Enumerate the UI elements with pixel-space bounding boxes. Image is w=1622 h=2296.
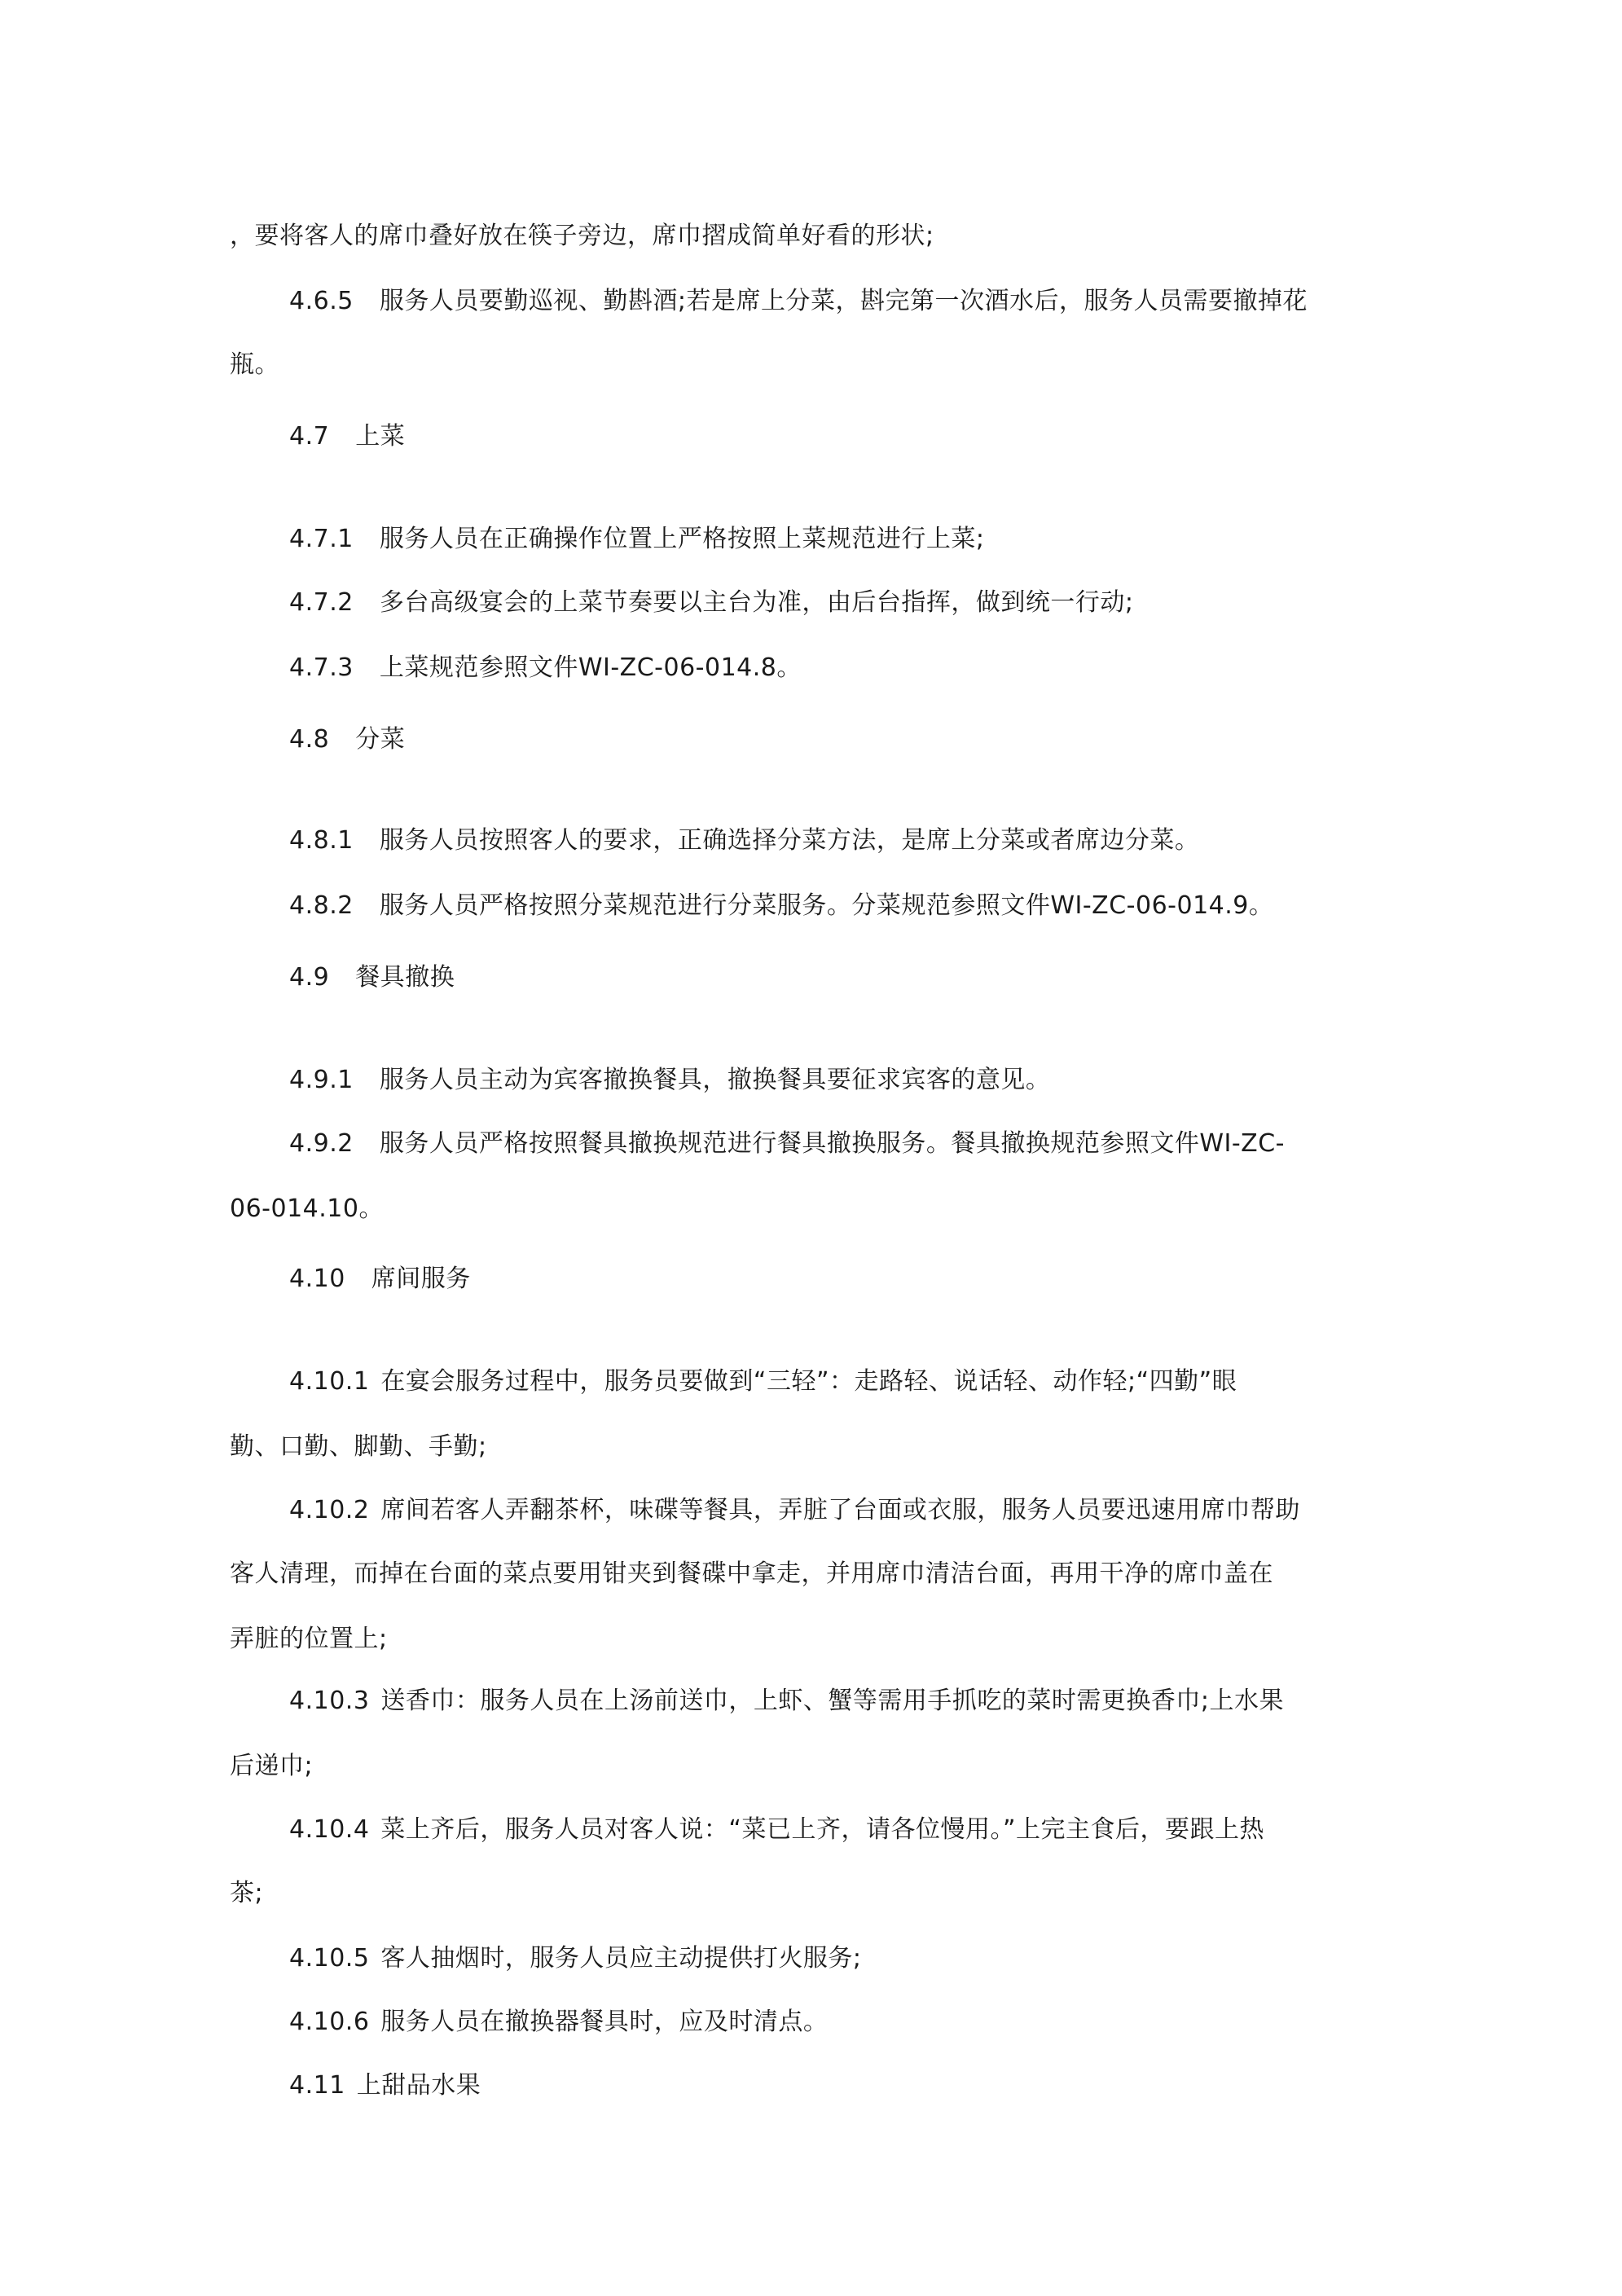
line-text: 席间若客人弄翻茶杯，味碟等餐具，弄脏了台面或衣服，服务人员要迅速用席巾帮助 (380, 1496, 1300, 1524)
paragraph-line (230, 1193, 384, 1225)
section-number: 4.8.2 (289, 891, 354, 920)
section-heading (289, 2069, 481, 2102)
line-text: 菜上齐后，服务人员对客人说：“菜已上齐，请各位慢用。”上完主食后，要跟上热 (380, 1815, 1265, 1844)
paragraph-line (230, 220, 934, 253)
line-text: 在宴会服务过程中，服务员要做到“三轻”：走路轻、说话轻、动作轻;“四勤”眼 (380, 1367, 1237, 1396)
line-text: 服务人员要勤巡视、勤斟酒;若是席上分菜，斟完第一次酒水后，服务人员需要撤掉花 (379, 287, 1308, 315)
section-number: 4.10.6 (289, 2008, 370, 2036)
line-text: 服务人员按照客人的要求，正确选择分菜方法，是席上分菜或者席边分菜。 (379, 826, 1200, 855)
paragraph-line (289, 1494, 1300, 1527)
paragraph-line (230, 349, 279, 381)
section-number: 4.9 (289, 963, 330, 992)
line-text: 瓶。 (230, 350, 279, 379)
section-number: 4.10.4 (289, 1815, 370, 1844)
line-text: 服务人员严格按照餐具撤换规范进行餐具撤换服务。餐具撤换规范参照文件WI-ZC- (379, 1129, 1286, 1158)
line-text: ，要将客人的席巾叠好放在筷子旁边，席巾摺成简单好看的形状; (230, 222, 934, 250)
section-number: 4.7.2 (289, 588, 354, 617)
section-number: 4.10 (289, 1265, 345, 1293)
paragraph-line (230, 1750, 313, 1783)
section-number: 4.10.3 (289, 1687, 370, 1715)
heading-text: 餐具撤换 (355, 963, 455, 992)
section-number: 4.10.5 (289, 1944, 370, 1973)
paragraph-line (289, 890, 1273, 922)
section-number: 4.9.2 (289, 1129, 354, 1158)
paragraph-line (289, 1942, 862, 1975)
paragraph-line (230, 1623, 388, 1656)
paragraph-line (289, 2006, 828, 2039)
paragraph-line (230, 1431, 487, 1463)
section-number: 4.10.2 (289, 1496, 370, 1524)
heading-text: 席间服务 (371, 1265, 471, 1293)
paragraph-line (289, 1685, 1284, 1718)
paragraph-line (230, 1877, 263, 1910)
section-number: 4.8 (289, 725, 330, 754)
line-text: 服务人员在撤换器餐具时，应及时清点。 (380, 2008, 829, 2036)
section-heading (289, 1263, 471, 1295)
section-number: 4.7.1 (289, 525, 354, 553)
paragraph-line (230, 1558, 1273, 1590)
paragraph-line (289, 825, 1199, 857)
line-text: 多台高级宴会的上菜节奏要以主台为准，由后台指挥，做到统一行动; (379, 588, 1134, 617)
line-text: 06-014.10。 (230, 1194, 384, 1223)
line-text: 送香巾：服务人员在上汤前送巾，上虾、蟹等需用手抓吃的菜时需更换香巾;上水果 (380, 1687, 1285, 1715)
paragraph-line (289, 523, 984, 556)
paragraph-line (289, 652, 802, 684)
paragraph-line (289, 587, 1133, 619)
line-text: 弄脏的位置上; (230, 1625, 388, 1653)
paragraph-line (289, 1366, 1237, 1398)
paragraph-line (289, 285, 1308, 318)
line-text: 客人清理，而掉在台面的菜点要用钳夹到餐碟中拿走，并用席巾清洁台面，再用干净的席巾盖在 (230, 1559, 1273, 1588)
section-number: 4.8.1 (289, 826, 354, 855)
line-text: 后递巾; (230, 1752, 314, 1780)
line-text: 上菜规范参照文件WI-ZC-06-014.8。 (379, 653, 802, 682)
line-text: 服务人员严格按照分菜规范进行分菜服务。分菜规范参照文件WI-ZC-06-014.9。 (379, 891, 1274, 920)
section-number: 4.10.1 (289, 1367, 370, 1396)
section-heading (289, 724, 405, 756)
section-number: 4.7 (289, 422, 330, 451)
section-number: 4.6.5 (289, 287, 354, 315)
section-number: 4.11 (289, 2071, 345, 2100)
line-text: 茶; (230, 1879, 264, 1907)
paragraph-line (289, 1814, 1264, 1846)
line-text: 勤、口勤、脚勤、手勤; (230, 1432, 487, 1461)
line-text: 服务人员主动为宾客撤换餐具，撤换餐具要征求宾客的意见。 (379, 1066, 1051, 1094)
heading-text: 上甜品水果 (356, 2071, 481, 2100)
heading-text: 分菜 (355, 725, 406, 754)
line-text: 客人抽烟时，服务人员应主动提供打火服务; (380, 1944, 862, 1973)
paragraph-line (289, 1064, 1050, 1097)
section-heading (289, 961, 455, 994)
section-heading (289, 420, 405, 453)
section-number: 4.7.3 (289, 653, 354, 682)
section-number: 4.9.1 (289, 1066, 354, 1094)
line-text: 服务人员在正确操作位置上严格按照上菜规范进行上菜; (379, 525, 985, 553)
paragraph-line (289, 1128, 1285, 1160)
heading-text: 上菜 (355, 422, 406, 451)
